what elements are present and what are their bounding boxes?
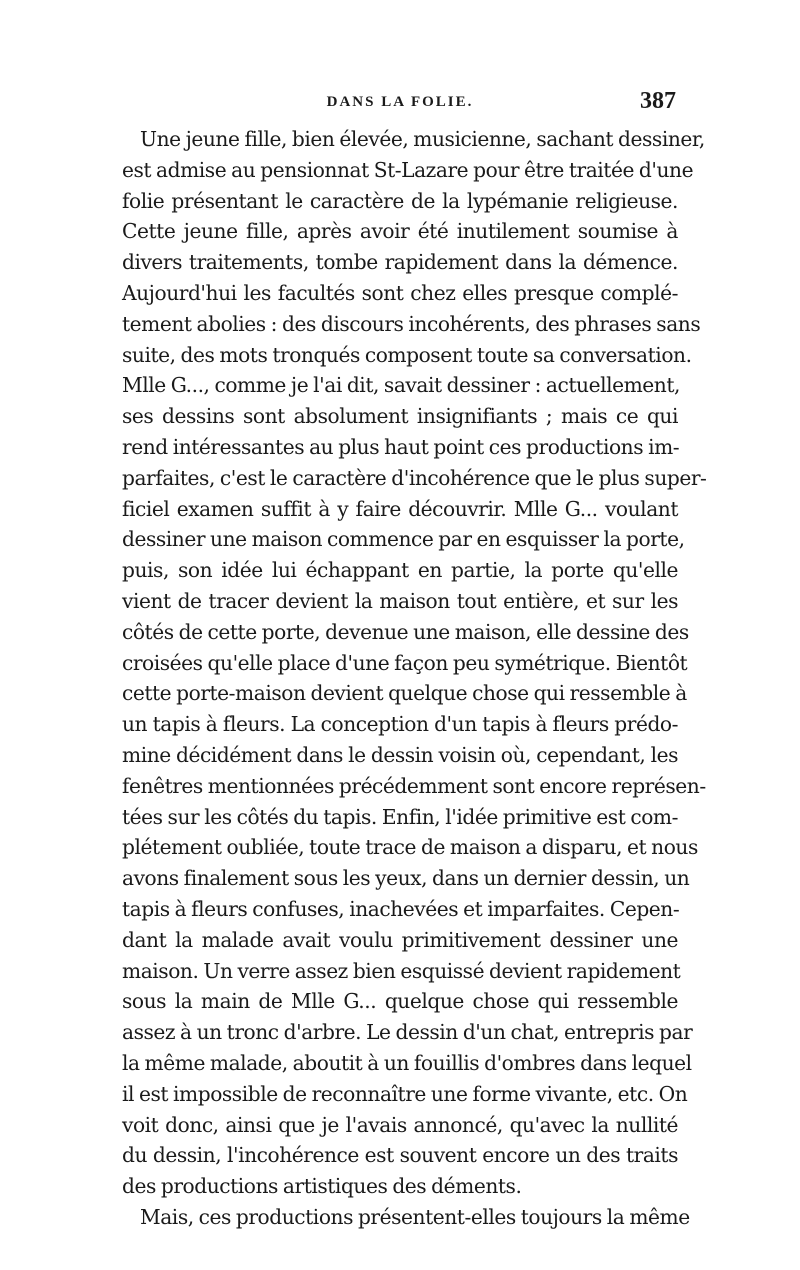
text-line: maison. Un verre assez bien esquissé devient rapidement (122, 958, 681, 983)
text-line: tées sur les côtés du tapis. Enfin, l'idée primitive est com- (122, 804, 678, 829)
text-line: la même malade, aboutit à un fouillis d'ombres dans lequel (122, 1050, 692, 1075)
text-line: puis, son idée lui échappant en partie, la porte qu'elle (122, 558, 678, 583)
text-line: dant la malade avait voulu primitivement dessiner une (122, 927, 678, 952)
text-line: dessiner une maison commence par en esquisser la porte, (122, 527, 685, 552)
running-title: DANS LA FOLIE. (326, 94, 474, 110)
text-line: cette porte-maison devient quelque chose qui ressemble à (122, 681, 687, 706)
text-line: il est impossible de reconnaître une forme vivante, etc. On (122, 1081, 688, 1106)
text-line: Cette jeune fille, après avoir été inutilement soumise à (122, 219, 678, 244)
running-head (120, 88, 680, 118)
text-line: avons finalement sous les yeux, dans un dernier dessin, un (122, 866, 690, 891)
text-line: croisées qu'elle place d'une façon peu symétrique. Bientôt (122, 650, 688, 675)
text-line: divers traitements, tombe rapidement dans la démence. (122, 250, 678, 275)
text-line: ficiel examen suffit à y faire découvrir. Mlle G... voulant (122, 496, 678, 521)
text-line: plétement oubliée, toute trace de maison a disparu, et nous (122, 835, 698, 860)
text-line: est admise au pensionnat St-Lazare pour être traitée d'une (122, 157, 694, 182)
text-line: tapis à fleurs confuses, inachevées et imparfaites. Cepen- (122, 896, 680, 921)
body-text (122, 124, 707, 1233)
text-line: Aujourd'hui les facultés sont chez elles presque complé- (122, 280, 678, 305)
text-line: sous la main de Mlle G... quelque chose qui ressemble (122, 989, 678, 1014)
text-line: suite, des mots tronqués composent toute sa conversation. (122, 342, 692, 367)
text-line: voit donc, ainsi que je l'avais annoncé, qu'avec la nullité (122, 1112, 678, 1137)
text-line: ses dessins sont absolument insignifiants ; mais ce qui (122, 404, 678, 429)
text-line: côtés de cette porte, devenue une maison, elle dessine des (122, 619, 689, 644)
text-line: un tapis à fleurs. La conception d'un tapis à fleurs prédo- (122, 712, 678, 737)
text-line: fenêtres mentionnées précédemment sont encore représen- (122, 773, 706, 798)
text-line: Mlle G..., comme je l'ai dit, savait dessiner : actuellement, (122, 373, 680, 398)
text-line: tement abolies : des discours incohérents, des phrases sans (122, 311, 701, 336)
text-line: Une jeune fille, bien élevée, musicienne, sachant dessiner, (140, 127, 705, 151)
text-line: mine décidément dans le dessin voisin où, cependant, les (122, 742, 678, 767)
text-line: rend intéressantes au plus haut point ces productions im- (122, 434, 680, 459)
text-line: vient de tracer devient la maison tout entière, et sur les (122, 588, 678, 613)
text-line: assez à un tronc d'arbre. Le dessin d'un chat, entrepris par (122, 1020, 693, 1045)
text-line: du dessin, l'incohérence est souvent encore un des traits (122, 1143, 678, 1168)
page-number: 387 (640, 88, 676, 114)
text-line: folie présentant le caractère de la lypémanie religieuse. (122, 188, 678, 213)
text-line: des productions artistiques des déments. (122, 1174, 522, 1199)
text-line: parfaites, c'est le caractère d'incohérence que le plus super- (122, 465, 707, 490)
text-line: Mais, ces productions présentent-elles toujours la même (140, 1204, 690, 1229)
